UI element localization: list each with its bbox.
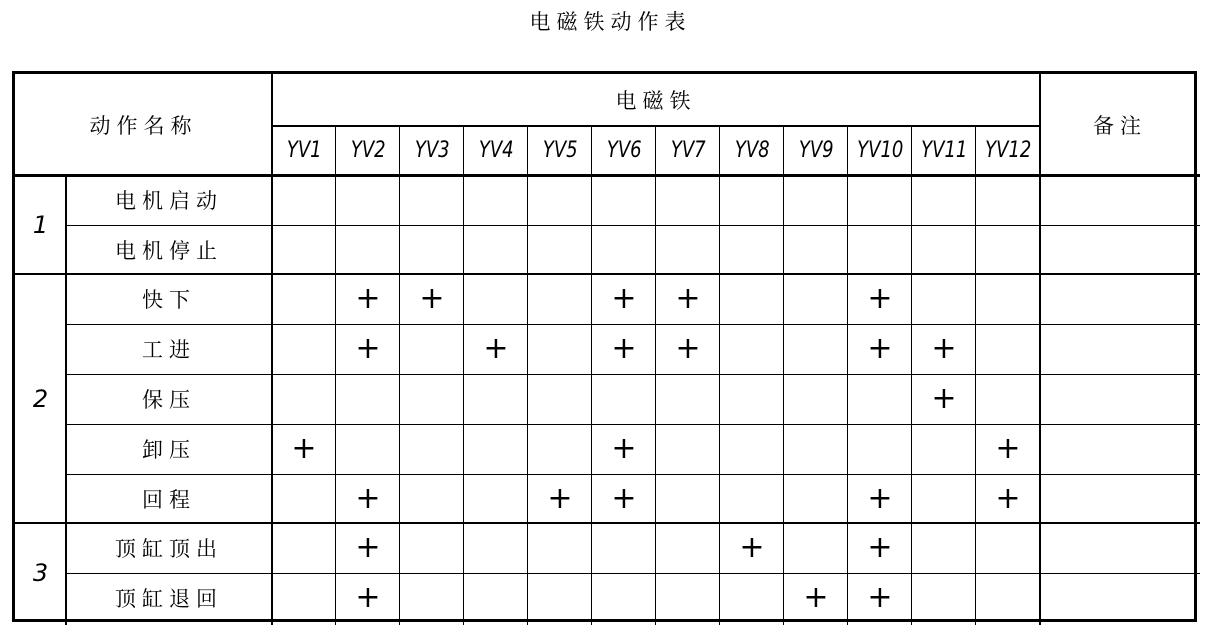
- active-mark: [592, 474, 656, 523]
- header-magnets-text: 电磁铁: [615, 88, 697, 113]
- header-remarks: [1040, 74, 1200, 175]
- active-mark: [656, 274, 720, 324]
- action-name: [66, 175, 272, 225]
- active-mark: [272, 424, 336, 474]
- group-number: [15, 523, 66, 623]
- header-col-yv10: [848, 125, 912, 175]
- header-col-yv6-text: YV6: [606, 137, 642, 163]
- active-mark: [336, 573, 400, 623]
- active-mark-text: +: [995, 431, 1021, 466]
- active-mark: [912, 324, 976, 374]
- active-mark-text: +: [547, 480, 573, 516]
- action-name-text: 卸压: [142, 438, 196, 462]
- active-mark-text: +: [419, 281, 445, 316]
- group-number-text: 1: [32, 210, 49, 239]
- active-mark-text: +: [355, 530, 381, 565]
- action-name: [66, 274, 272, 324]
- active-mark: [848, 523, 912, 573]
- header-col-yv7-text: YV7: [670, 137, 706, 163]
- action-name-text: 电机停止: [115, 238, 223, 263]
- active-mark-text: +: [611, 331, 637, 366]
- action-name-text: 回程: [142, 487, 196, 512]
- yv-col-rule: [591, 125, 592, 625]
- active-mark: [592, 274, 656, 324]
- header-col-yv11-text: YV11: [920, 137, 968, 163]
- active-mark: [464, 324, 528, 374]
- active-mark-text: +: [355, 331, 381, 366]
- header-remarks-text: 备注: [1093, 113, 1147, 138]
- active-mark-text: +: [867, 331, 893, 366]
- header-col-yv9: [784, 125, 848, 175]
- header-action-name-text: 动作名称: [89, 113, 198, 138]
- action-name-text: 快下: [142, 288, 196, 312]
- action-name-text: 保压: [142, 388, 196, 412]
- group-number-text: 2: [32, 384, 49, 413]
- active-mark-text: +: [611, 281, 637, 316]
- active-mark: [336, 523, 400, 573]
- active-mark-text: +: [291, 431, 317, 466]
- action-name: [66, 424, 272, 474]
- header-col-yv3-text: YV3: [414, 137, 450, 163]
- header-col-yv6: [592, 125, 656, 175]
- yv-col-rule: [655, 125, 656, 625]
- yv-col-rule: [463, 125, 464, 625]
- active-mark-text: +: [931, 381, 957, 416]
- action-name: [66, 225, 272, 274]
- header-col-yv8: [720, 125, 784, 175]
- electromagnet-action-table: [12, 71, 1197, 622]
- action-name-text: 工进: [142, 338, 196, 362]
- header-col-yv2: [336, 125, 400, 175]
- active-mark: [720, 523, 784, 573]
- group-number: [15, 274, 66, 523]
- header-col-yv4: [464, 125, 528, 175]
- header-col-yv8-text: YV8: [734, 137, 770, 163]
- active-mark: [848, 573, 912, 623]
- active-mark: [848, 474, 912, 523]
- header-col-yv7: [656, 125, 720, 175]
- active-mark-text: +: [611, 431, 637, 466]
- active-mark: [656, 324, 720, 374]
- active-mark: [336, 474, 400, 523]
- action-name-text: 顶缸退回: [115, 587, 223, 611]
- active-mark: [592, 424, 656, 474]
- header-col-yv1-text: YV1: [286, 137, 322, 163]
- header-col-yv2-text: YV2: [350, 137, 386, 163]
- active-mark: [400, 274, 464, 324]
- active-mark: [784, 573, 848, 623]
- table-title: 电磁铁动作表: [529, 10, 692, 34]
- active-mark-text: +: [675, 281, 701, 316]
- active-mark-text: +: [739, 530, 765, 565]
- active-mark-text: +: [867, 480, 893, 516]
- action-name: [66, 374, 272, 424]
- active-mark-text: +: [867, 580, 893, 615]
- active-mark: [592, 324, 656, 374]
- active-mark-text: +: [355, 480, 381, 516]
- active-mark: [528, 474, 592, 523]
- active-mark: [336, 324, 400, 374]
- active-mark: [848, 274, 912, 324]
- header-action-name: [15, 74, 272, 175]
- header-col-yv5: [528, 125, 592, 175]
- active-mark-text: +: [611, 480, 637, 516]
- active-mark: [336, 274, 400, 324]
- yv-col-rule: [527, 125, 528, 625]
- group-number-text: 3: [32, 559, 49, 587]
- active-mark-text: +: [355, 281, 381, 316]
- header-col-yv4-text: YV4: [478, 137, 514, 163]
- header-magnets: [272, 74, 1040, 125]
- active-mark-text: +: [483, 331, 509, 366]
- group-number: [15, 175, 66, 274]
- header-col-yv3: [400, 125, 464, 175]
- action-name: [66, 523, 272, 573]
- header-col-yv5-text: YV5: [542, 137, 578, 163]
- header-col-yv1: [272, 125, 336, 175]
- action-name-text: 顶缸顶出: [115, 537, 223, 561]
- active-mark: [848, 324, 912, 374]
- active-mark-text: +: [355, 580, 381, 615]
- action-name: [66, 474, 272, 523]
- header-col-yv9-text: YV9: [798, 137, 834, 163]
- active-mark-text: +: [931, 331, 957, 366]
- active-mark-text: +: [675, 331, 701, 366]
- action-name: [66, 324, 272, 374]
- active-mark-text: +: [803, 580, 829, 615]
- active-mark-text: +: [867, 281, 893, 316]
- header-col-yv11: [912, 125, 976, 175]
- action-name-text: 电机启动: [115, 189, 223, 213]
- active-mark: [912, 374, 976, 424]
- active-mark-text: +: [995, 480, 1021, 516]
- active-mark: [976, 474, 1040, 523]
- action-name: [66, 573, 272, 623]
- active-mark: [976, 424, 1040, 474]
- header-col-yv12-text: YV12: [984, 137, 1032, 163]
- header-col-yv12: [976, 125, 1040, 175]
- active-mark-text: +: [867, 530, 893, 565]
- header-col-yv10-text: YV10: [856, 137, 904, 163]
